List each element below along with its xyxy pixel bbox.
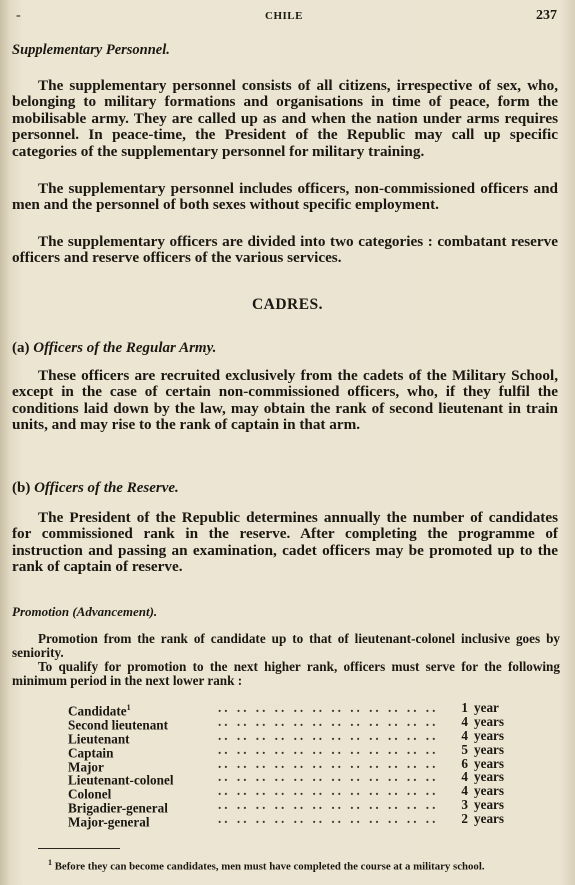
rank-label: Candidate [68,703,127,719]
subheading-label: (a) [12,340,30,356]
rank-label: Brigadier-general [68,800,168,816]
paragraph-regular-army [12,368,558,434]
header-mark: - [16,8,21,23]
years-value: 4 [461,727,468,743]
subheading-regular-army [12,340,216,357]
leader-dots: .. .. .. .. .. .. .. .. .. .. .. .. [218,798,439,813]
rank-label: Lieutenant [68,731,130,747]
page-number: 237 [536,8,557,23]
leader-dots: .. .. .. .. .. .. .. .. .. .. .. .. [218,701,439,715]
years-unit: years [474,755,505,771]
leader-dots: .. .. .. .. .. .. .. .. .. .. .. .. [218,742,439,757]
rank-row [68,783,528,802]
rank-row [68,713,528,733]
years-unit: year [474,700,499,715]
rank-label: Second lieutenant [68,717,169,733]
rank-row [68,741,528,761]
rank-name [68,812,150,829]
subheading-label: (b) [12,480,31,496]
paragraph-text: To qualify for promotion to the next higher rank, officers must serve for the following minimum period in the next lower rank : [12,659,560,688]
years-value: 4 [461,713,468,729]
years-value: 4 [461,783,468,799]
paragraph-text: The supplementary officers are divided into two categories : combatant reserve officers and reserve officers of the various services. [12,233,558,267]
rank-row [68,811,528,830]
footnote [48,858,485,873]
rank-label: Major [68,758,104,774]
paragraph-text: The supplementary personnel consists of all citizens, irrespective of sex, who, belonging to military formations and organisations in time of peace, form the mobilisable army. They are called up as and when the nation under arms requires personnel. In peace-time, the President of the Republic may call up specific categories of the supplementary personnel for military training. [12,77,558,160]
rank-row [68,797,528,816]
paragraph-text: Promotion from the rank of candidate up to that of lieutenant-colonel inclusive goes by seniority. [12,631,560,660]
rank-row [68,769,528,788]
leader-dots: .. .. .. .. .. .. .. .. .. .. .. .. [218,812,439,827]
years-unit: years [474,783,505,799]
years-unit: years [474,769,505,785]
years-unit: years [474,713,505,729]
footnote-text: Before they can become candidates, men must have completed the course at a military school. [54,860,485,873]
leader-dots: .. .. .. .. .. .. .. .. .. .. .. .. [218,714,439,729]
footnote-rule [38,848,120,849]
promotion-heading: Promotion (Advancement). [12,604,158,619]
running-title: CHILE [265,10,303,22]
years-value: 4 [461,769,468,785]
years-value: 3 [461,797,468,813]
years-value: 1 [461,700,468,715]
years-unit: years [474,727,505,743]
section-heading-supplementary: Supplementary Personnel. [12,42,170,58]
paragraph-supplementary-3 [12,234,558,267]
cadres-heading: CADRES. [251,296,324,313]
subheading-reserve [12,480,179,497]
paragraph-supplementary-1 [12,78,558,160]
subheading-title: Officers of the Regular Army. [33,340,217,356]
rank-label: Captain [68,745,114,761]
paragraph-promotion-2 [12,660,560,688]
years-unit: years [474,811,505,827]
rank-note: 1 [126,703,131,712]
paragraph-text: These officers are recruited exclusively from the cadets of the Military School, except in the case of certain non-commissioned officers, who, if they fulfil the conditions laid down by the law, may obtain the rank of second lieutenant in train units, and may rise to the rank of captain in that arm. [12,367,558,434]
paragraph-text: The supplementary personnel includes officers, non-commissioned officers and men and the personnel of both sexes without specific employment. [12,180,558,214]
subheading-title: Officers of the Reserve. [34,480,179,496]
rank-label: Major-general [68,814,150,830]
footnote-marker: 1 [48,858,52,867]
rank-label: Colonel [68,786,112,802]
years-value: 6 [461,755,468,771]
leader-dots: .. .. .. .. .. .. .. .. .. .. .. .. [218,728,439,743]
rank-period-list [68,700,528,830]
years-unit: years [474,741,505,757]
years-value: 2 [461,811,468,827]
leader-dots: .. .. .. .. .. .. .. .. .. .. .. .. [218,770,439,785]
years-value: 5 [461,741,468,757]
rank-row [68,727,528,747]
page-header [0,8,575,28]
paragraph-promotion-1 [12,632,560,660]
leader-dots: .. .. .. .. .. .. .. .. .. .. .. .. [218,784,439,799]
rank-label: Lieutenant-colonel [68,772,174,788]
paragraph-text: The President of the Republic determines annually the number of candidates for commissioned rank in the reserve. After completing the programme of instruction and passing an examination, cadet officers may be promoted up to the rank of captain of reserve. [12,509,558,576]
rank-row [68,700,528,719]
paragraph-reserve [12,510,558,576]
rank-row [68,755,528,774]
paragraph-supplementary-2 [12,181,558,214]
leader-dots: .. .. .. .. .. .. .. .. .. .. .. .. [218,756,439,771]
years-unit: years [474,797,505,813]
